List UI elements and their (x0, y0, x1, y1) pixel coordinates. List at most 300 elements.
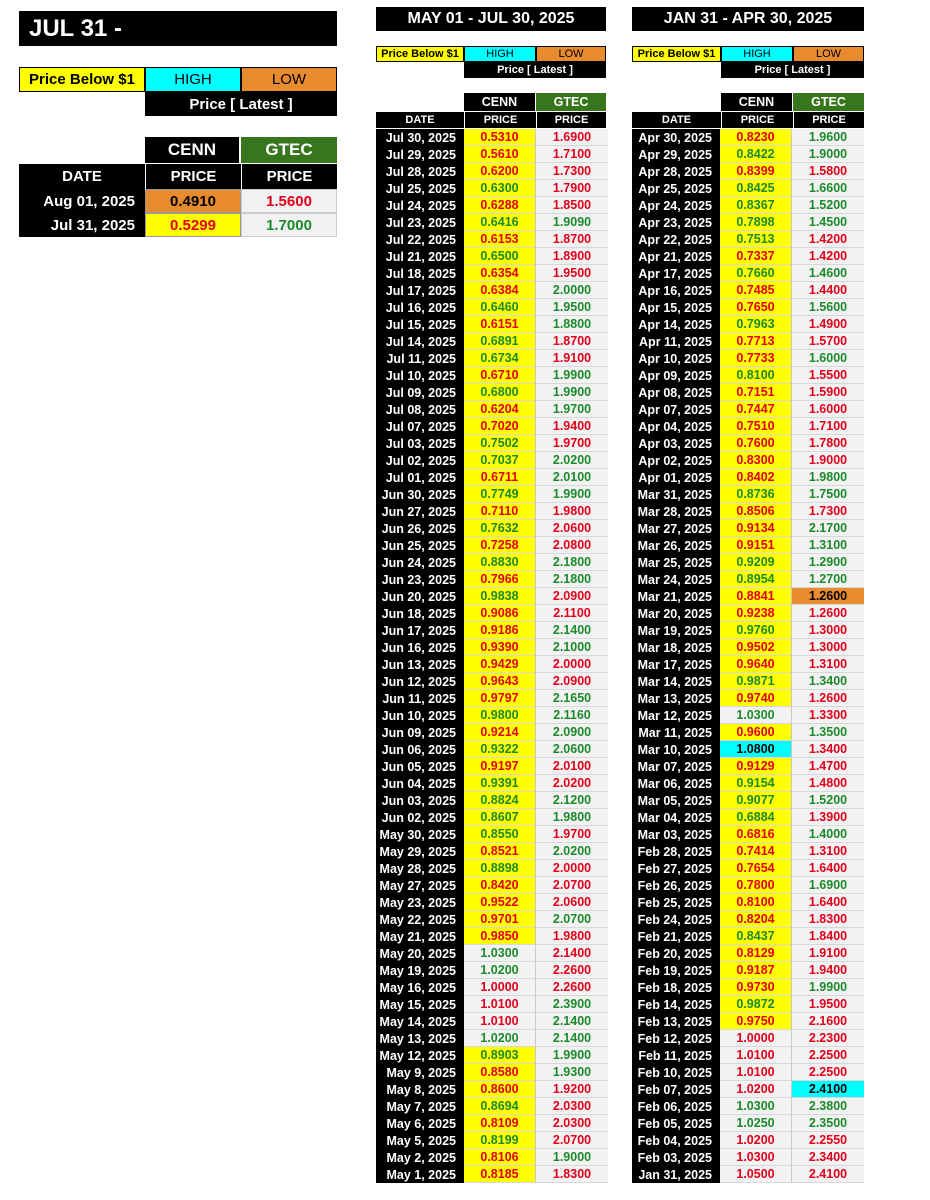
date-cell: Jun 27, 2025 (376, 503, 464, 520)
col-header-price-gtec: PRICE (793, 112, 864, 128)
cenn-price-cell: 0.8100 (720, 367, 792, 384)
gtec-price-cell: 1.2600 (792, 605, 864, 622)
table-row (632, 180, 864, 197)
cenn-price-cell: 0.8204 (720, 911, 792, 928)
gtec-price-cell: 1.5600 (241, 189, 337, 213)
table-row (376, 163, 608, 180)
gtec-price-cell: 1.3400 (792, 673, 864, 690)
date-cell: Jun 16, 2025 (376, 639, 464, 656)
date-cell: Apr 08, 2025 (632, 384, 720, 401)
date-cell: Mar 13, 2025 (632, 690, 720, 707)
table-row (376, 1064, 608, 1081)
gtec-price-cell: 1.9500 (536, 265, 608, 282)
cenn-price-cell: 0.9214 (464, 724, 536, 741)
gtec-price-cell: 1.7100 (536, 146, 608, 163)
cenn-price-cell: 0.6354 (464, 265, 536, 282)
gtec-price-cell: 1.8700 (536, 231, 608, 248)
date-cell: Mar 24, 2025 (632, 571, 720, 588)
gtec-price-cell: 2.1000 (536, 639, 608, 656)
cenn-price-cell: 0.6153 (464, 231, 536, 248)
col-header-date: DATE (632, 112, 721, 128)
cenn-price-cell: 0.7020 (464, 418, 536, 435)
table-row (376, 1047, 608, 1064)
cenn-price-cell: 0.5299 (145, 213, 241, 237)
table-row (632, 622, 864, 639)
cenn-price-cell: 0.9238 (720, 605, 792, 622)
cenn-price-cell: 0.7654 (720, 860, 792, 877)
table-row (376, 1081, 608, 1098)
gtec-price-cell: 2.2550 (792, 1132, 864, 1149)
gtec-price-cell: 2.2600 (536, 979, 608, 996)
date-cell: Apr 14, 2025 (632, 316, 720, 333)
table-row (632, 163, 864, 180)
legend-low: LOW (241, 67, 337, 92)
date-cell: Feb 07, 2025 (632, 1081, 720, 1098)
left-panel-title: JUL 31 - (19, 11, 337, 46)
col-header-cenn: CENN (145, 137, 239, 163)
gtec-price-cell: 1.5900 (792, 384, 864, 401)
date-cell: Mar 17, 2025 (632, 656, 720, 673)
gtec-price-cell: 1.9300 (536, 1064, 608, 1081)
table-row (376, 877, 608, 894)
gtec-price-cell: 2.0300 (536, 1098, 608, 1115)
cenn-price-cell: 0.7963 (720, 316, 792, 333)
date-cell: Feb 19, 2025 (632, 962, 720, 979)
cenn-price-cell: 0.8300 (720, 452, 792, 469)
date-cell: Jul 09, 2025 (376, 384, 464, 401)
gtec-price-cell: 1.9800 (792, 469, 864, 486)
gtec-price-cell: 2.0200 (536, 775, 608, 792)
gtec-price-cell: 1.9400 (792, 962, 864, 979)
table-row (632, 1149, 864, 1166)
cenn-price-cell: 0.8954 (720, 571, 792, 588)
gtec-price-cell: 1.4200 (792, 248, 864, 265)
date-cell: Jul 16, 2025 (376, 299, 464, 316)
date-cell: Jun 05, 2025 (376, 758, 464, 775)
gtec-price-cell: 2.0300 (536, 1115, 608, 1132)
gtec-price-cell: 1.9900 (536, 486, 608, 503)
cenn-price-cell: 0.7414 (720, 843, 792, 860)
gtec-price-cell: 1.4700 (792, 758, 864, 775)
gtec-price-cell: 2.1400 (536, 622, 608, 639)
cenn-price-cell: 1.0100 (464, 996, 536, 1013)
date-cell: Jul 25, 2025 (376, 180, 464, 197)
date-cell: Apr 09, 2025 (632, 367, 720, 384)
table-row (632, 129, 864, 146)
table-row (376, 350, 608, 367)
table-row (376, 860, 608, 877)
cenn-price-cell: 0.6500 (464, 248, 536, 265)
cenn-price-cell: 0.6460 (464, 299, 536, 316)
cenn-price-cell: 0.7600 (720, 435, 792, 452)
table-row (376, 962, 608, 979)
gtec-price-cell: 1.3500 (792, 724, 864, 741)
cenn-price-cell: 0.9391 (464, 775, 536, 792)
cenn-price-cell: 0.6711 (464, 469, 536, 486)
gtec-price-cell: 1.3300 (792, 707, 864, 724)
legend-below-dollar: Price Below $1 (19, 67, 145, 92)
col-header-price-cenn: PRICE (464, 112, 536, 128)
gtec-price-cell: 2.0900 (536, 724, 608, 741)
cenn-price-cell: 0.8607 (464, 809, 536, 826)
legend-latest: Price [ Latest ] (145, 92, 337, 116)
cenn-price-cell: 0.6288 (464, 197, 536, 214)
legend-low: LOW (536, 46, 606, 62)
date-cell: Feb 28, 2025 (632, 843, 720, 860)
table-row (376, 928, 608, 945)
table-row (632, 1115, 864, 1132)
cenn-price-cell: 0.9151 (720, 537, 792, 554)
date-cell: Apr 11, 2025 (632, 333, 720, 350)
date-cell: Jul 22, 2025 (376, 231, 464, 248)
col-header-date: DATE (19, 164, 145, 189)
gtec-price-cell: 2.0700 (536, 1132, 608, 1149)
cenn-price-cell: 0.8550 (464, 826, 536, 843)
table-row (376, 809, 608, 826)
gtec-price-cell: 2.1800 (536, 554, 608, 571)
date-cell: Feb 21, 2025 (632, 928, 720, 945)
table-row (632, 877, 864, 894)
date-cell: May 16, 2025 (376, 979, 464, 996)
gtec-price-cell: 2.0100 (536, 758, 608, 775)
gtec-price-cell: 1.9000 (792, 146, 864, 163)
date-cell: May 28, 2025 (376, 860, 464, 877)
cenn-price-cell: 0.8506 (720, 503, 792, 520)
cenn-price-cell: 1.0100 (720, 1064, 792, 1081)
cenn-price-cell: 0.8521 (464, 843, 536, 860)
table-row (632, 928, 864, 945)
date-cell: Jul 10, 2025 (376, 367, 464, 384)
table-row (632, 639, 864, 656)
cenn-price-cell: 0.9760 (720, 622, 792, 639)
cenn-price-cell: 1.0200 (464, 962, 536, 979)
gtec-price-cell: 1.7900 (536, 180, 608, 197)
date-cell: Mar 14, 2025 (632, 673, 720, 690)
date-cell: Jul 11, 2025 (376, 350, 464, 367)
cenn-price-cell: 0.7800 (720, 877, 792, 894)
date-cell: Jun 11, 2025 (376, 690, 464, 707)
date-cell: May 14, 2025 (376, 1013, 464, 1030)
cenn-price-cell: 0.6151 (464, 316, 536, 333)
cenn-price-cell: 0.8694 (464, 1098, 536, 1115)
table-row (376, 282, 608, 299)
cenn-price-cell: 0.8824 (464, 792, 536, 809)
gtec-price-cell: 2.0600 (536, 520, 608, 537)
gtec-price-cell: 2.2500 (792, 1047, 864, 1064)
date-cell: Jun 13, 2025 (376, 656, 464, 673)
date-cell: Feb 13, 2025 (632, 1013, 720, 1030)
date-cell: Feb 10, 2025 (632, 1064, 720, 1081)
gtec-price-cell: 1.8800 (536, 316, 608, 333)
date-cell: Mar 07, 2025 (632, 758, 720, 775)
cenn-price-cell: 0.5610 (464, 146, 536, 163)
table-row (632, 588, 864, 605)
table-row (632, 316, 864, 333)
date-cell: Mar 20, 2025 (632, 605, 720, 622)
cenn-price-cell: 0.6710 (464, 367, 536, 384)
gtec-price-cell: 1.6000 (792, 401, 864, 418)
cenn-price-cell: 0.6300 (464, 180, 536, 197)
table-row (376, 333, 608, 350)
table-row (376, 129, 608, 146)
cenn-price-cell: 1.0300 (720, 1149, 792, 1166)
date-cell: Apr 25, 2025 (632, 180, 720, 197)
table-row (376, 673, 608, 690)
date-cell: Jun 10, 2025 (376, 707, 464, 724)
cenn-price-cell: 0.9730 (720, 979, 792, 996)
gtec-price-cell: 2.0100 (536, 469, 608, 486)
gtec-price-cell: 1.9900 (536, 367, 608, 384)
table-row (376, 452, 608, 469)
cenn-price-cell: 0.7898 (720, 214, 792, 231)
table-row (632, 673, 864, 690)
date-cell: May 5, 2025 (376, 1132, 464, 1149)
gtec-price-cell: 1.5700 (792, 333, 864, 350)
mid-panel-title: MAY 01 - JUL 30, 2025 (376, 7, 606, 31)
table-row (632, 537, 864, 554)
date-cell: Mar 12, 2025 (632, 707, 720, 724)
table-row (376, 503, 608, 520)
date-cell: Jun 24, 2025 (376, 554, 464, 571)
gtec-price-cell: 2.4100 (792, 1081, 864, 1098)
gtec-price-cell: 1.7100 (792, 418, 864, 435)
legend-high: HIGH (464, 46, 536, 62)
gtec-price-cell: 1.9700 (536, 826, 608, 843)
cenn-price-cell: 0.7258 (464, 537, 536, 554)
date-cell: May 21, 2025 (376, 928, 464, 945)
table-row (376, 656, 608, 673)
gtec-price-cell: 1.6400 (792, 894, 864, 911)
table-row (376, 622, 608, 639)
table-row (632, 248, 864, 265)
table-row (376, 367, 608, 384)
cenn-price-cell: 0.9086 (464, 605, 536, 622)
col-header-price-cenn: PRICE (145, 164, 241, 189)
gtec-price-cell: 2.0000 (536, 656, 608, 673)
legend-below-dollar: Price Below $1 (376, 46, 464, 62)
gtec-price-cell: 1.3000 (792, 622, 864, 639)
date-cell: Jul 01, 2025 (376, 469, 464, 486)
date-cell: Mar 25, 2025 (632, 554, 720, 571)
gtec-price-cell: 1.6600 (792, 180, 864, 197)
cenn-price-cell: 0.9209 (720, 554, 792, 571)
gtec-price-cell: 1.4800 (792, 775, 864, 792)
cenn-price-cell: 0.8185 (464, 1166, 536, 1183)
gtec-price-cell: 2.1400 (536, 1013, 608, 1030)
date-cell: Mar 19, 2025 (632, 622, 720, 639)
table-row (632, 707, 864, 724)
table-row (376, 741, 608, 758)
gtec-price-cell: 1.6400 (792, 860, 864, 877)
cenn-price-cell: 0.8425 (720, 180, 792, 197)
cenn-price-cell: 0.7510 (720, 418, 792, 435)
table-row (632, 1098, 864, 1115)
gtec-price-cell: 1.5200 (792, 792, 864, 809)
table-row (632, 571, 864, 588)
table-row (376, 265, 608, 282)
table-row (632, 384, 864, 401)
gtec-price-cell: 2.1800 (536, 571, 608, 588)
table-row (376, 690, 608, 707)
table-row (376, 775, 608, 792)
table-row (632, 503, 864, 520)
gtec-price-cell: 1.9500 (536, 299, 608, 316)
cenn-price-cell: 0.9750 (720, 1013, 792, 1030)
gtec-price-cell: 1.7300 (536, 163, 608, 180)
gtec-price-cell: 1.9600 (792, 129, 864, 146)
gtec-price-cell: 2.1600 (792, 1013, 864, 1030)
mid-price-table (376, 129, 608, 1183)
date-cell: May 1, 2025 (376, 1166, 464, 1183)
date-cell: Jul 30, 2025 (376, 129, 464, 146)
table-row (632, 894, 864, 911)
cenn-price-cell: 0.8109 (464, 1115, 536, 1132)
gtec-price-cell: 1.3100 (792, 843, 864, 860)
cenn-price-cell: 0.7502 (464, 435, 536, 452)
cenn-price-cell: 0.9797 (464, 690, 536, 707)
cenn-price-cell: 0.9872 (720, 996, 792, 1013)
date-cell: Apr 28, 2025 (632, 163, 720, 180)
cenn-price-cell: 0.7485 (720, 282, 792, 299)
cenn-price-cell: 0.9186 (464, 622, 536, 639)
date-cell: May 29, 2025 (376, 843, 464, 860)
gtec-price-cell: 1.7000 (241, 213, 337, 237)
gtec-price-cell: 1.7500 (792, 486, 864, 503)
gtec-price-cell: 1.6000 (792, 350, 864, 367)
date-cell: Jul 14, 2025 (376, 333, 464, 350)
table-row (632, 367, 864, 384)
date-cell: Jul 15, 2025 (376, 316, 464, 333)
table-row (632, 1047, 864, 1064)
date-cell: Feb 12, 2025 (632, 1030, 720, 1047)
cenn-price-cell: 0.6204 (464, 401, 536, 418)
cenn-price-cell: 0.8106 (464, 1149, 536, 1166)
gtec-price-cell: 1.9900 (536, 384, 608, 401)
table-row (632, 214, 864, 231)
cenn-price-cell: 0.9871 (720, 673, 792, 690)
gtec-price-cell: 1.9000 (536, 1149, 608, 1166)
table-row (632, 418, 864, 435)
date-cell: Mar 26, 2025 (632, 537, 720, 554)
legend-low: LOW (793, 46, 864, 62)
gtec-price-cell: 1.8500 (536, 197, 608, 214)
cenn-price-cell: 1.0200 (720, 1132, 792, 1149)
date-cell: Jul 29, 2025 (376, 146, 464, 163)
cenn-price-cell: 0.9187 (720, 962, 792, 979)
table-row (632, 996, 864, 1013)
table-row (376, 1098, 608, 1115)
gtec-price-cell: 1.6900 (536, 129, 608, 146)
table-row (376, 469, 608, 486)
gtec-price-cell: 1.4600 (792, 265, 864, 282)
table-row (632, 860, 864, 877)
cenn-price-cell: 0.6800 (464, 384, 536, 401)
cenn-price-cell: 0.9850 (464, 928, 536, 945)
gtec-price-cell: 2.0000 (536, 282, 608, 299)
gtec-price-cell: 2.1400 (536, 1030, 608, 1047)
gtec-price-cell: 2.3400 (792, 1149, 864, 1166)
gtec-price-cell: 1.2900 (792, 554, 864, 571)
table-row (632, 690, 864, 707)
gtec-price-cell: 1.9900 (792, 979, 864, 996)
cenn-price-cell: 1.0300 (720, 707, 792, 724)
cenn-price-cell: 0.7037 (464, 452, 536, 469)
table-row (632, 350, 864, 367)
table-row (632, 775, 864, 792)
cenn-price-cell: 0.7650 (720, 299, 792, 316)
table-row (632, 146, 864, 163)
gtec-price-cell: 2.3800 (792, 1098, 864, 1115)
cenn-price-cell: 0.9643 (464, 673, 536, 690)
date-cell: Feb 14, 2025 (632, 996, 720, 1013)
date-cell: Jul 28, 2025 (376, 163, 464, 180)
date-cell: May 12, 2025 (376, 1047, 464, 1064)
gtec-price-cell: 1.3400 (792, 741, 864, 758)
col-header-gtec: GTEC (793, 93, 864, 111)
cenn-price-cell: 0.7632 (464, 520, 536, 537)
gtec-price-cell: 1.4500 (792, 214, 864, 231)
table-row (632, 554, 864, 571)
date-cell: Mar 28, 2025 (632, 503, 720, 520)
table-row (632, 826, 864, 843)
table-row (632, 1132, 864, 1149)
col-header-gtec: GTEC (241, 137, 337, 163)
table-row (376, 520, 608, 537)
right-price-table (632, 129, 866, 1183)
cenn-price-cell: 0.9077 (720, 792, 792, 809)
date-cell: Apr 22, 2025 (632, 231, 720, 248)
date-cell: May 27, 2025 (376, 877, 464, 894)
cenn-price-cell: 1.0250 (720, 1115, 792, 1132)
legend-latest: Price [ Latest ] (464, 62, 606, 78)
date-cell: Jun 09, 2025 (376, 724, 464, 741)
gtec-price-cell: 2.0600 (536, 741, 608, 758)
date-cell: May 22, 2025 (376, 911, 464, 928)
table-row (632, 962, 864, 979)
date-cell: Apr 03, 2025 (632, 435, 720, 452)
gtec-price-cell: 2.0600 (536, 894, 608, 911)
gtec-price-cell: 2.0800 (536, 537, 608, 554)
table-row (376, 911, 608, 928)
date-cell: Apr 15, 2025 (632, 299, 720, 316)
date-cell: Jun 02, 2025 (376, 809, 464, 826)
date-cell: May 13, 2025 (376, 1030, 464, 1047)
date-cell: Feb 25, 2025 (632, 894, 720, 911)
cenn-price-cell: 0.6200 (464, 163, 536, 180)
table-row (376, 1115, 608, 1132)
table-row (376, 1132, 608, 1149)
cenn-price-cell: 0.7151 (720, 384, 792, 401)
cenn-price-cell: 0.7513 (720, 231, 792, 248)
date-cell: Apr 10, 2025 (632, 350, 720, 367)
gtec-price-cell: 2.0700 (536, 877, 608, 894)
table-row (632, 792, 864, 809)
table-row (632, 1166, 864, 1183)
table-row (376, 843, 608, 860)
gtec-price-cell: 2.1100 (536, 605, 608, 622)
cenn-price-cell: 0.9800 (464, 707, 536, 724)
table-row (376, 316, 608, 333)
date-cell: Jul 02, 2025 (376, 452, 464, 469)
date-cell: Mar 10, 2025 (632, 741, 720, 758)
gtec-price-cell: 2.0200 (536, 843, 608, 860)
gtec-price-cell: 1.3100 (792, 537, 864, 554)
cenn-price-cell: 1.0800 (720, 741, 792, 758)
date-cell: Mar 21, 2025 (632, 588, 720, 605)
table-row (632, 469, 864, 486)
cenn-price-cell: 0.7713 (720, 333, 792, 350)
col-header-gtec: GTEC (536, 93, 606, 111)
